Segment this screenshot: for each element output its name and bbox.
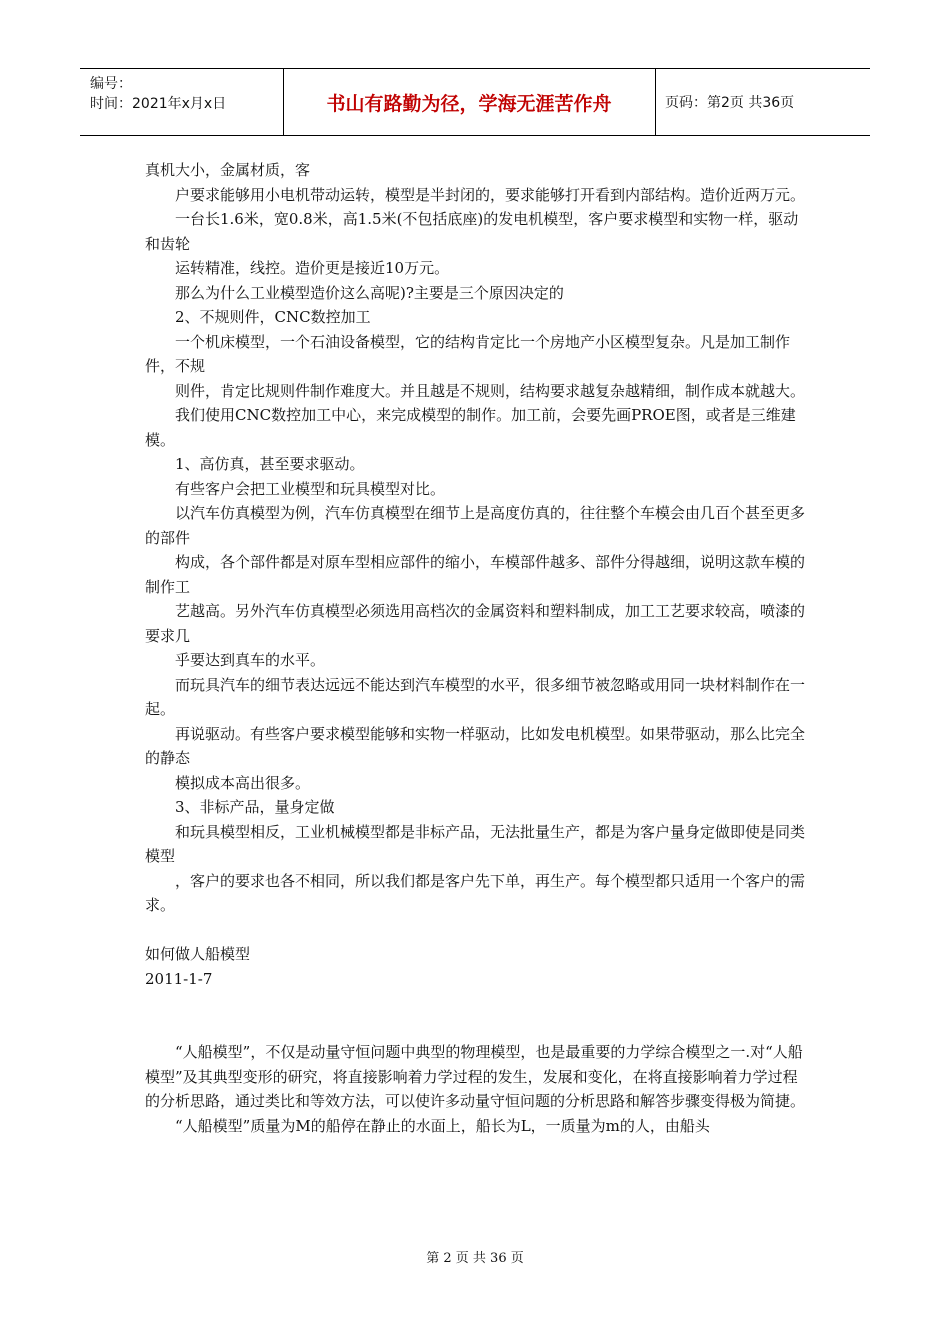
body-paragraph: 一个机床模型，一个石油设备模型，它的结构肯定比一个房地产小区模型复杂。凡是加工制作件，不规	[145, 332, 791, 375]
spacer	[145, 918, 809, 943]
body-paragraph: 而玩具汽车的细节表达远远不能达到汽车模型的水平，很多细节被忽略或用同一块材料制作在一起。	[145, 675, 806, 718]
body-paragraph: 3、非标产品，量身定做	[175, 798, 335, 816]
header-number-label: 编号：	[90, 76, 132, 92]
document-body	[145, 158, 809, 1138]
body-paragraph: 有些客户会把工业模型和玩具模型对比。	[175, 479, 446, 498]
body-paragraph: 户要求能够用小电机带动运转，模型是半封闭的，要求能够打开看到内部结构。造价近两万元。	[175, 185, 806, 204]
body-paragraph: 2、不规则件，CNC数控加工	[175, 308, 371, 326]
body-paragraph: 真机大小，金属材质，客	[145, 161, 311, 179]
body-paragraph: 1、高仿真，甚至要求驱动。	[175, 455, 365, 473]
header-bottom-rule	[80, 135, 870, 136]
body-paragraph: 以汽车仿真模型为例，汽车仿真模型在细节上是高度仿真的，往往整个车模会由几百个甚至更多的部件	[145, 504, 806, 547]
paragraph-list	[145, 158, 809, 918]
body-paragraph: 和玩具模型相反，工业机械模型都是非标产品，无法批量生产，都是为客户量身定做即使是同类模型	[145, 822, 806, 865]
body-paragraph: 构成，各个部件都是对原车型相应部件的缩小，车模部件越多、部件分得越细，说明这款车模的制作工	[145, 553, 806, 596]
header-divider-right	[655, 68, 656, 136]
spacer	[145, 991, 809, 1040]
body-paragraph: ，客户的要求也各不相同，所以我们都是客户先下单，再生产。每个模型都只适用一个客户的需求。	[145, 871, 806, 914]
header-time-label: 时间：2021年x月x日	[90, 96, 227, 112]
body-paragraph: 乎要达到真车的水平。	[175, 651, 326, 669]
body-paragraph: 那么为什么工业模型造价这么高呢)?主要是三个原因决定的	[175, 283, 564, 302]
article-paragraph: “人船模型”，不仅是动量守恒问题中典型的物理模型，也是最重要的力学综合模型之一.对“人船模型”及其典型变形的研究，将直接影响着力学过程的发生，发展和变化，在将直接影响着力学过程的分析思路，通过类比和等效方法，可以使许多动量守恒问题的分析思路和解答步骤变得极为简捷。	[145, 1043, 806, 1110]
page-header	[80, 68, 870, 136]
header-motto: 书山有路勤为径，学海无涯苦作舟	[326, 92, 612, 115]
header-meta	[90, 74, 226, 114]
article-date: 2011-1-7	[145, 969, 213, 988]
page-footer: 第 2 页 共 36 页	[426, 1251, 524, 1266]
article-paragraph: “人船模型”质量为M的船停在静止的水面上，船长为L，一质量为m的人，由船头	[175, 1116, 710, 1135]
body-paragraph: 运转精准，线控。造价更是接近10万元。	[175, 259, 450, 277]
article-title: 如何做人船模型	[145, 945, 251, 963]
body-paragraph: 一台长1.6米，宽0.8米，高1.5米(不包括底座)的发电机模型，客户要求模型和实物一样，驱动和齿轮	[145, 210, 799, 253]
body-paragraph: 我们使用CNC数控加工中心，来完成模型的制作。加工前，会要先画PROE图，或者是三维建模。	[145, 406, 796, 449]
body-paragraph: 艺越高。另外汽车仿真模型必须选用高档次的金属资料和塑料制成，加工工艺要求较高，喷漆的要求几	[145, 602, 806, 645]
header-page-info: 页码：第2页 共36页	[665, 95, 795, 111]
body-paragraph: 再说驱动。有些客户要求模型能够和实物一样驱动，比如发电机模型。如果带驱动，那么比完全的静态	[145, 724, 806, 767]
body-paragraph: 模拟成本高出很多。	[175, 773, 311, 792]
body-paragraph: 则件，肯定比规则件制作难度大。并且越是不规则，结构要求越复杂越精细，制作成本就越大。	[175, 381, 806, 400]
